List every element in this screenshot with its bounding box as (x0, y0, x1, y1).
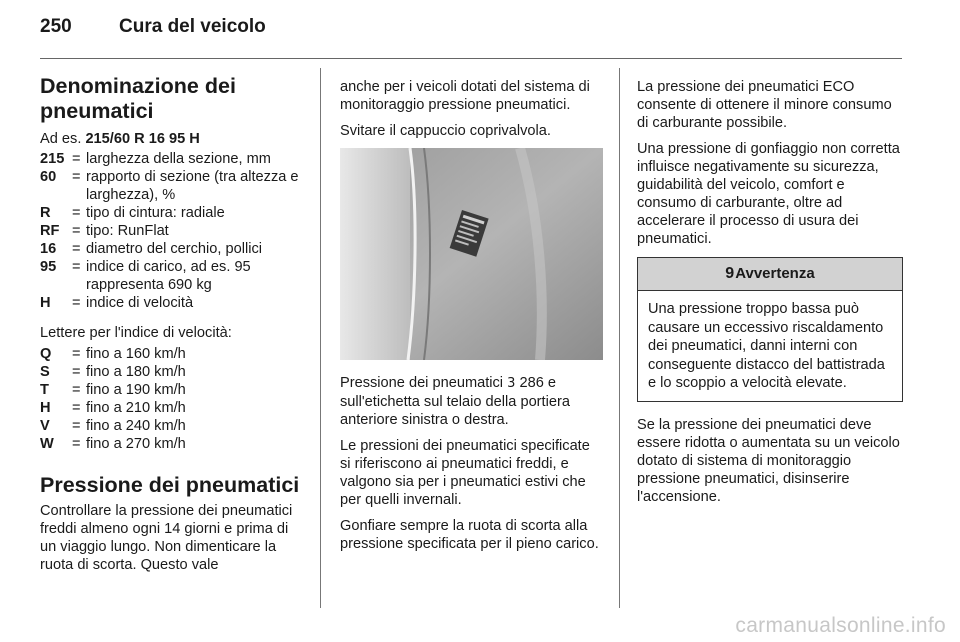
paragraph: Svitare il cappuccio coprivalvola. (340, 123, 551, 139)
definition-row (40, 363, 305, 381)
column-separator (619, 68, 620, 608)
definition-row (40, 381, 305, 399)
definition-key: R (40, 205, 51, 221)
heading-tyre-pressure: Pressione dei pneumatici (40, 473, 300, 497)
definition-row (40, 240, 305, 258)
paragraph: anche per i veicoli dotati del sistema di monitoraggio pressione pneumatici. (340, 79, 590, 113)
definition-key: V (40, 418, 50, 434)
example-line: Ad es. 215/60 R 16 95 H (40, 131, 200, 147)
definition-value: rapporto di sezione (tra altezza e larghezza), % (86, 169, 299, 203)
warning-box (637, 257, 903, 402)
equals-sign: = (72, 223, 81, 239)
paragraph-pressure-ref: Pressione dei pneumatici 3 286 e sull'etichetta sul telaio della portiera anteriore sinistra o destra. (340, 375, 570, 428)
equals-sign: = (72, 205, 81, 221)
arrow-ref-icon: 3 (507, 376, 516, 391)
door-frame-label-photo (340, 148, 603, 360)
paragraph: La pressione dei pneumatici ECO consente di ottenere il minore consumo di carburante possibile. (637, 79, 892, 131)
definition-key: S (40, 364, 50, 380)
definition-row (40, 258, 305, 294)
definition-key: 60 (40, 169, 57, 185)
equals-sign: = (72, 418, 81, 434)
definition-row (40, 417, 305, 435)
definition-value: tipo di cintura: radiale (86, 205, 225, 221)
column-2 (340, 78, 604, 561)
definition-key: W (40, 436, 54, 452)
equals-sign: = (72, 169, 81, 185)
definition-value: fino a 180 km/h (86, 364, 186, 380)
definition-row (40, 150, 305, 168)
definition-value: indice di carico, ad es. 95 rappresenta 690 kg (86, 259, 251, 293)
definition-key: T (40, 382, 49, 398)
definition-row (40, 294, 305, 312)
example-code: 215/60 R 16 95 H (85, 131, 200, 147)
warning-text: Una pressione troppo bassa può causare un eccessivo riscaldamento dei pneumatici, danni interni con conseguente distacco del battistrada e lo scoppio a velocità elevate. (648, 301, 885, 391)
definition-value: tipo: RunFlat (86, 223, 169, 239)
definition-key: H (40, 295, 51, 311)
paragraph: Gonfiare sempre la ruota di scorta alla pressione specificata per il pieno carico. (340, 518, 599, 552)
definition-key: 215 (40, 151, 65, 167)
section-title: Cura del veicolo (119, 16, 266, 37)
definition-row (40, 435, 305, 453)
page-number: 250 (40, 16, 72, 37)
paragraph: Se la pressione dei pneumatici deve essere ridotta o aumentata su un veicolo dotato di sistema di monitoraggio pressione pneumatici, disinserire l'accensione. (637, 416, 900, 505)
equals-sign: = (72, 259, 81, 275)
definition-value: fino a 240 km/h (86, 418, 186, 434)
definition-row (40, 399, 305, 417)
equals-sign: = (72, 364, 81, 380)
definition-value: fino a 160 km/h (86, 346, 186, 362)
definition-key: RF (40, 223, 60, 239)
definition-value: fino a 210 km/h (86, 400, 186, 416)
definition-row (40, 345, 305, 363)
warning-header: 9Avvertenza (638, 258, 902, 291)
paragraph: Una pressione di gonfiaggio non corretta influisce negativamente su sicurezza, guidabilità del veicolo, comfort e consumo di carburante, oltre ad accelerare il processo di usura dei pneumatici. (637, 141, 900, 247)
definition-value: fino a 270 km/h (86, 436, 186, 452)
equals-sign: = (72, 400, 81, 416)
column-3 (637, 78, 903, 514)
definition-row (40, 204, 305, 222)
definition-key: H (40, 400, 51, 416)
definition-row (40, 222, 305, 240)
definition-value: larghezza della sezione, mm (86, 151, 271, 167)
definition-value: diametro del cerchio, pollici (86, 241, 263, 257)
equals-sign: = (72, 346, 81, 362)
paragraph: Le pressioni dei pneumatici specificate si riferiscono ai pneumatici freddi, e valgono sia per i pneumatici estivi che per quelli invernali. (340, 438, 590, 508)
definition-value: fino a 190 km/h (86, 382, 186, 398)
equals-sign: = (72, 382, 81, 398)
equals-sign: = (72, 436, 81, 452)
watermark: carmanualsonline.info (735, 614, 946, 637)
column-separator (320, 68, 321, 608)
pressure-paragraph: Controllare la pressione dei pneumatici freddi almeno ogni 14 giorni e prima di un viaggio lungo. Non dimenticare la ruota di scorta. Questo vale (40, 503, 293, 573)
speed-list (40, 345, 305, 453)
definition-row (40, 168, 305, 204)
equals-sign: = (72, 241, 81, 257)
definition-list (40, 150, 305, 312)
definition-value: indice di velocità (86, 295, 194, 311)
definition-key: Q (40, 346, 52, 362)
heading-tyre-designation: Denominazione dei pneumatici (40, 74, 236, 123)
equals-sign: = (72, 295, 81, 311)
definition-key: 95 (40, 259, 57, 275)
header-rule (40, 58, 902, 59)
definition-key: 16 (40, 241, 57, 257)
speed-intro: Lettere per l'indice di velocità: (40, 325, 232, 341)
column-1 (40, 74, 305, 582)
warning-icon: 9 (725, 265, 735, 282)
equals-sign: = (72, 151, 81, 167)
